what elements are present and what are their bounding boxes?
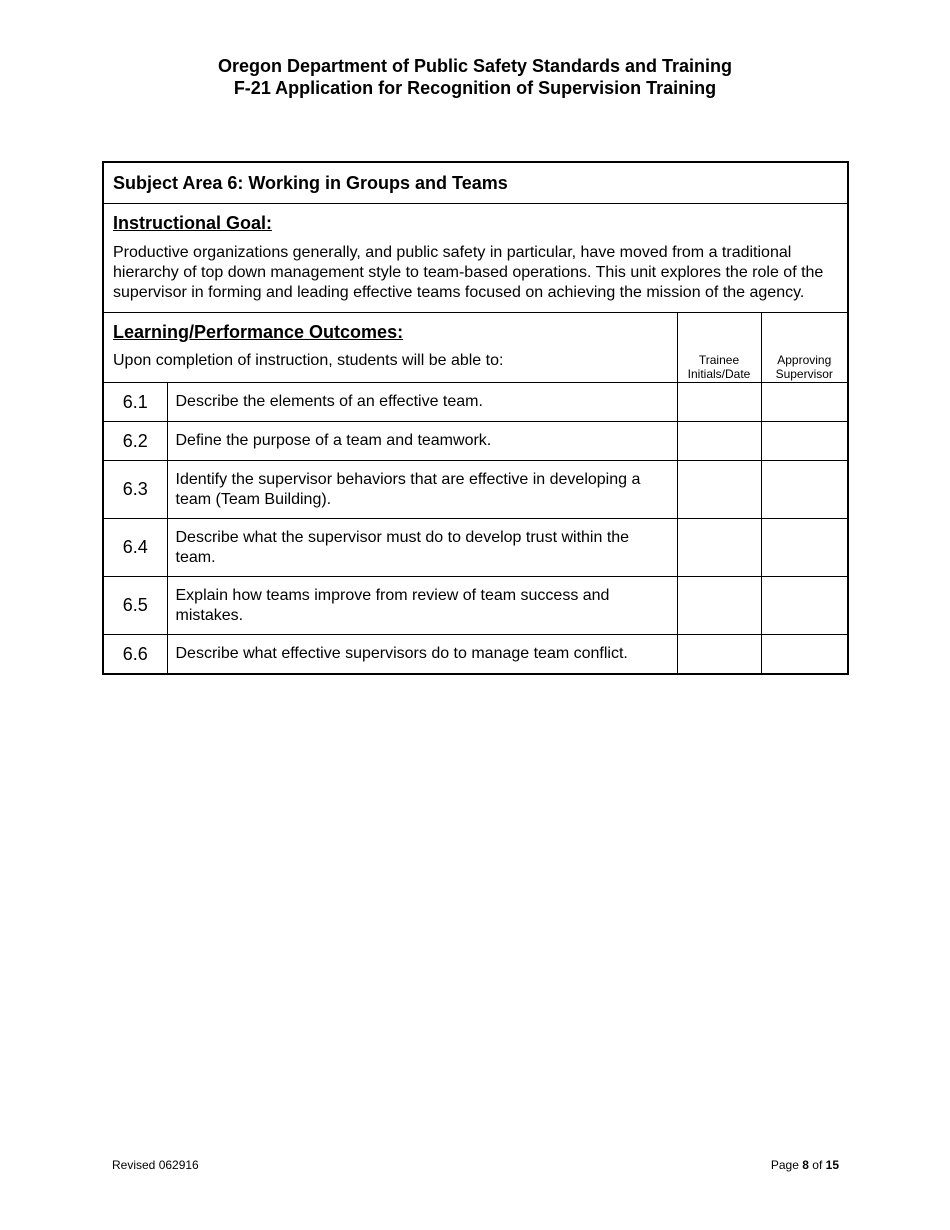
trainee-initials-field[interactable] bbox=[677, 422, 761, 461]
outcome-description: Describe the elements of an effective team. bbox=[167, 383, 677, 422]
supervisor-approval-field[interactable] bbox=[761, 461, 848, 519]
outcome-row bbox=[103, 422, 848, 461]
outcome-number: 6.5 bbox=[103, 577, 167, 635]
document-header bbox=[0, 55, 950, 99]
outcomes-heading: Learning/Performance Outcomes: bbox=[113, 322, 404, 342]
instructional-goal-text: Productive organizations generally, and public safety in particular, have moved from a traditional hierarchy of top down management style to team-based operations. This unit explores the role of the supervisor in forming and leading effective teams focused on achieving the mission of the agency. bbox=[113, 244, 824, 301]
trainee-initials-header: Trainee Initials/Date bbox=[677, 313, 761, 383]
instructional-goal-section bbox=[103, 204, 848, 313]
outcome-row bbox=[103, 461, 848, 519]
outcome-number: 6.2 bbox=[103, 422, 167, 461]
outcomes-header bbox=[103, 313, 677, 383]
outcome-number: 6.3 bbox=[103, 461, 167, 519]
supervisor-approval-field[interactable] bbox=[761, 383, 848, 422]
header-title-line2: F-21 Application for Recognition of Supervision Training bbox=[233, 78, 717, 98]
trainee-initials-field[interactable] bbox=[677, 519, 761, 577]
outcome-row bbox=[103, 519, 848, 577]
outcome-number: 6.4 bbox=[103, 519, 167, 577]
outcome-description: Identify the supervisor behaviors that are effective in developing a team (Team Building). bbox=[167, 461, 677, 519]
supervisor-approval-field[interactable] bbox=[761, 635, 848, 675]
outcome-row bbox=[103, 577, 848, 635]
trainee-initials-field[interactable] bbox=[677, 383, 761, 422]
outcome-description: Define the purpose of a team and teamwork. bbox=[167, 422, 677, 461]
instructional-goal-heading: Instructional Goal: bbox=[113, 213, 273, 233]
outcome-description: Describe what the supervisor must do to develop trust within the team. bbox=[167, 519, 677, 577]
outcome-description: Describe what effective supervisors do to manage team conflict. bbox=[167, 635, 677, 675]
subject-area-table bbox=[102, 161, 849, 675]
supervisor-approval-field[interactable] bbox=[761, 422, 848, 461]
trainee-initials-field[interactable] bbox=[677, 635, 761, 675]
outcome-number: 6.6 bbox=[103, 635, 167, 675]
outcomes-intro: Upon completion of instruction, students will be able to: bbox=[113, 352, 504, 369]
revision-label: Revised 062916 bbox=[112, 1158, 199, 1172]
approving-supervisor-header: Approving Supervisor bbox=[761, 313, 848, 383]
outcome-number: 6.1 bbox=[103, 383, 167, 422]
header-title-line1: Oregon Department of Public Safety Standards and Training bbox=[217, 56, 733, 76]
supervisor-approval-field[interactable] bbox=[761, 577, 848, 635]
page-number: Page 8 of 15 bbox=[770, 1158, 839, 1172]
outcome-row bbox=[103, 383, 848, 422]
outcome-row bbox=[103, 635, 848, 675]
supervisor-approval-field[interactable] bbox=[761, 519, 848, 577]
outcome-description: Explain how teams improve from review of team success and mistakes. bbox=[167, 577, 677, 635]
trainee-initials-field[interactable] bbox=[677, 461, 761, 519]
trainee-initials-field[interactable] bbox=[677, 577, 761, 635]
subject-area-title: Subject Area 6: Working in Groups and Teams bbox=[103, 162, 848, 204]
